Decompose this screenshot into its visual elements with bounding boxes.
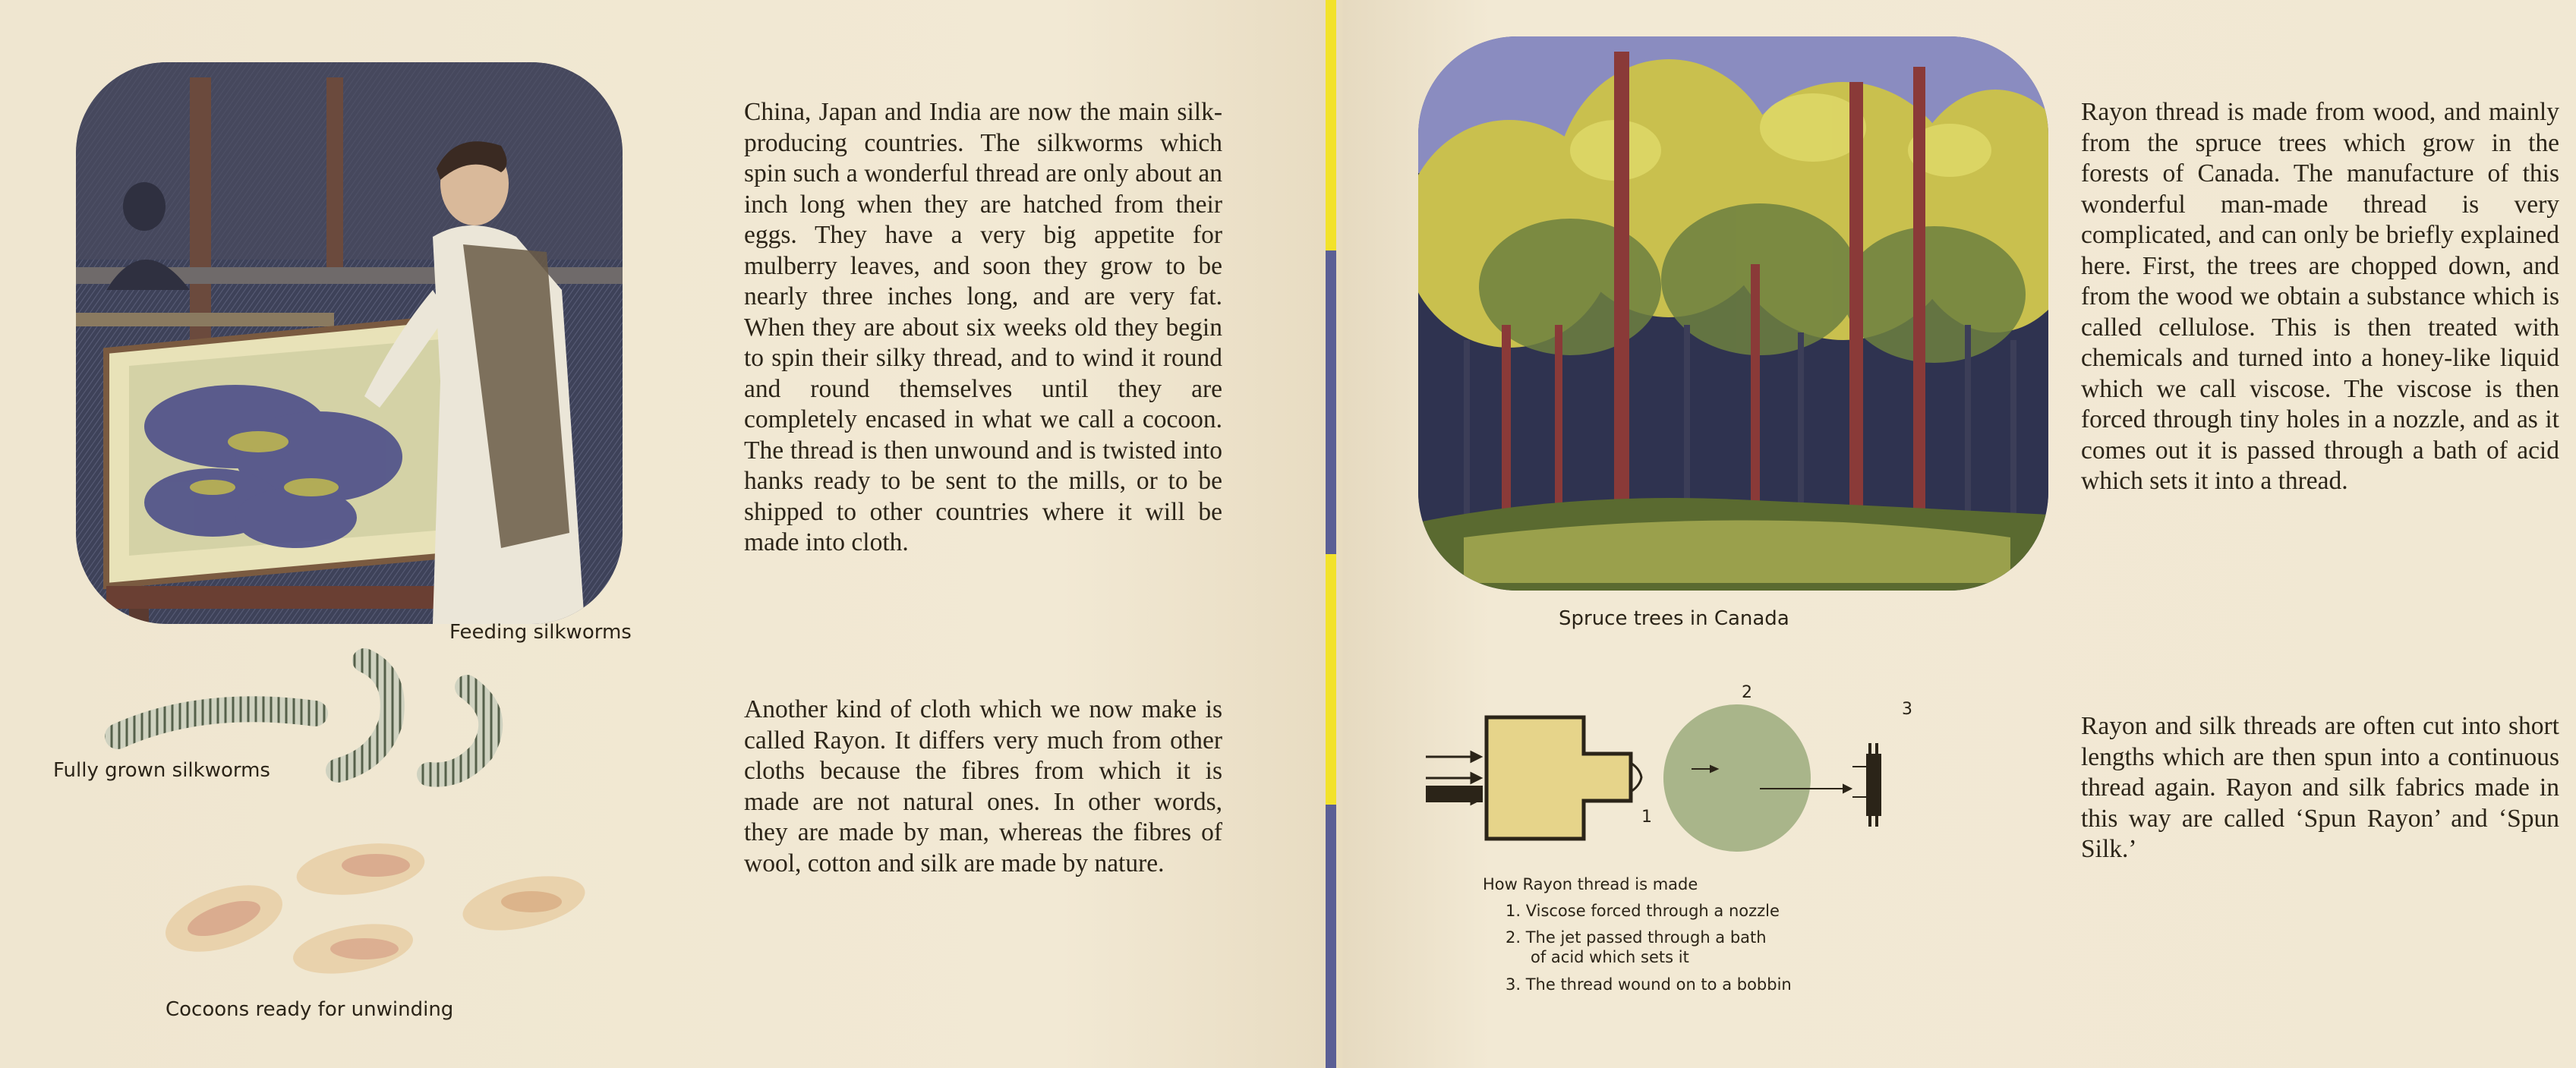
caption-spruce-trees: Spruce trees in Canada [1559, 607, 1789, 630]
diagram-label-1: 1 [1641, 808, 1652, 827]
left-paragraph-1: China, Japan and India are now the main silk-producing countries. The silkworms which spin such a wonderful thread are only about an inch long when they are hatched from their eggs. They have a very big appetite for mulberry leaves, and soon they grow to be nearly three inches long, and are very fat. When they are about six weeks old they begin to spin their silky thread, and to wind it round and round themselves until they are completely encased in what we call a cocoon. The thread is then unwound and is twisted into hanks ready to be sent to the mills, or to be shipped to other countries where it will be made into cloth. [744, 98, 1222, 556]
spruce-trees-illustration [1418, 36, 2048, 591]
cocoons-illustration [137, 827, 607, 979]
rayon-process-diagram [1426, 710, 1950, 846]
diagram-step-3: 3. The thread wound on to a bobbin [1506, 975, 1792, 994]
caption-fully-grown-silkworms: Fully grown silkworms [53, 759, 270, 782]
diagram-step-2: 2. The jet passed through a bath [1506, 928, 1767, 947]
right-paragraph-2: Rayon and silk threads are often cut into short lengths which are then spun into a continuous thread again. Rayon and silk fabrics made in this way are called ‘Spun Rayon’ and ‘Spun Silk.’ [2081, 712, 2559, 863]
left-paragraph-2: Another kind of cloth which we now make is called Rayon. It differs very much from other cloths because the fibres from which it is made are not natural ones. In other words, they are made by man, whereas the fibres of wool, cotton and silk are made by nature. [744, 695, 1222, 877]
diagram-step-1: 1. Viscose forced through a nozzle [1506, 902, 1780, 920]
right-page [1342, 0, 2576, 1068]
diagram-step-2-cont: of acid which sets it [1531, 948, 1689, 966]
diagram-label-2: 2 [1742, 683, 1752, 702]
caption-cocoons: Cocoons ready for unwinding [166, 998, 454, 1021]
feeding-silkworms-illustration [76, 62, 623, 624]
diagram-label-3: 3 [1902, 700, 1912, 719]
right-paragraph-1: Rayon thread is made from wood, and mainly from the spruce trees which grow in the forests of Canada. The manufacture of this wonderful man-made thread is very complicated, and can only be briefly explained here. First, the trees are chopped down, and from the wood we obtain a substance which is called cellulose. This is then treated with chemicals and turned into a honey-like liquid which we call viscose. The viscose is then forced through tiny holes in a nozzle, and as it comes out it is passed through a bath of acid which sets it into a thread. [2081, 98, 2559, 495]
diagram-title: How Rayon thread is made [1483, 875, 1698, 893]
caption-feeding-silkworms: Feeding silkworms [449, 621, 632, 644]
